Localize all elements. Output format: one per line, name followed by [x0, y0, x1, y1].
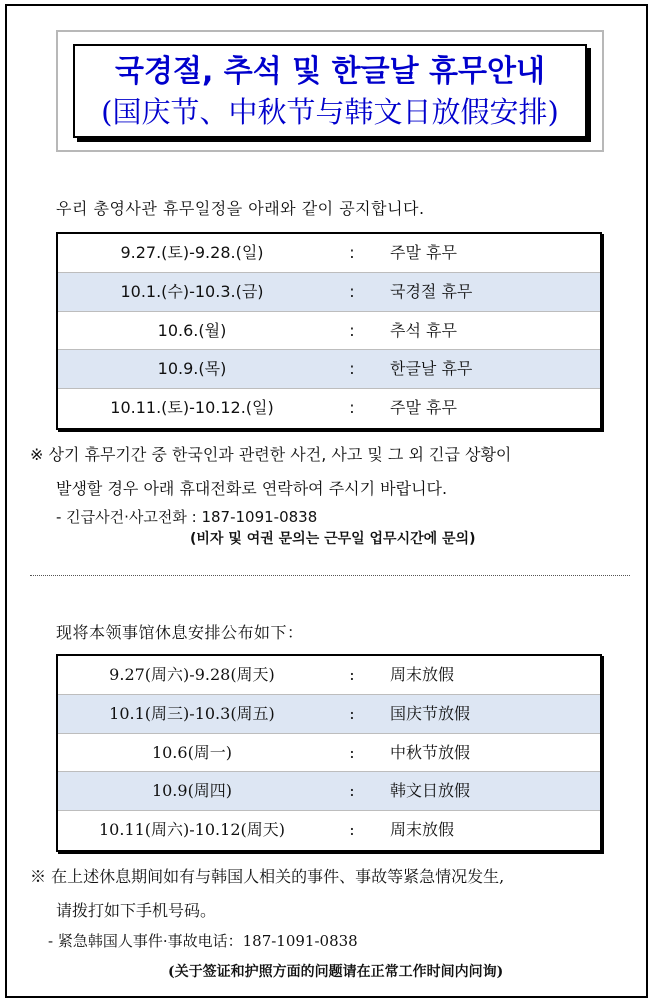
schedule-date: 10.9(周四): [151, 781, 233, 801]
chinese-intro: 现将本领事馆休息安排公布如下：: [56, 623, 304, 642]
schedule-colon: :: [349, 359, 355, 379]
chinese-note-line-1: ※ 在上述休息期间如有与韩国人相关的事件、事故等紧急情况发生,: [30, 867, 505, 886]
schedule-desc: 주말 휴무: [390, 398, 457, 418]
title-box: [56, 30, 604, 152]
table-row: [58, 350, 600, 389]
schedule-colon: :: [349, 398, 355, 418]
schedule-date: 10.11.(토)-10.12.(일): [110, 398, 274, 418]
schedule-colon: :: [349, 665, 355, 684]
table-row: [58, 811, 600, 850]
title-korean: 국경절, 추석 및 한글날 휴무안내: [115, 54, 545, 89]
schedule-desc: 周末放假: [390, 820, 455, 840]
table-row: [58, 734, 600, 773]
chinese-visa-note: (关于签证和护照方面的问题请在正常工作时间内问询): [168, 964, 504, 980]
table-row: [58, 312, 600, 351]
korean-schedule-table: [56, 232, 602, 430]
korean-visa-note: (비자 및 여권 문의는 근무일 업무시간에 문의): [190, 531, 476, 547]
schedule-colon: :: [349, 320, 355, 340]
schedule-desc: 주말 휴무: [390, 243, 457, 262]
title-inner-box: [73, 44, 587, 138]
table-row: [58, 695, 600, 734]
schedule-desc: 국경절 휴무: [390, 281, 473, 301]
schedule-date: 10.6(周一): [151, 742, 233, 762]
korean-emergency-phone: - 긴급사건·사고전화 : 187-1091-0838: [56, 508, 318, 526]
korean-intro: 우리 총영사관 휴무일정을 아래와 같이 공지합니다.: [56, 199, 425, 218]
schedule-date: 10.11(周六)-10.12(周天): [99, 820, 285, 840]
chinese-emergency-phone: - 紧急韩国人事件·事故电话：187-1091-0838: [48, 932, 358, 950]
schedule-desc: 추석 휴무: [390, 320, 457, 340]
chinese-schedule-table: [56, 654, 602, 852]
table-row: [58, 389, 600, 428]
table-row: [58, 656, 600, 695]
schedule-desc: 国庆节放假: [390, 703, 471, 723]
schedule-desc: 周末放假: [390, 665, 455, 684]
schedule-date: 10.1(周三)-10.3(周五): [109, 703, 275, 723]
schedule-date: 9.27.(토)-9.28.(일): [120, 243, 264, 262]
schedule-desc: 韩文日放假: [390, 781, 471, 801]
schedule-colon: :: [349, 820, 355, 840]
korean-note-line-2: 발생할 경우 아래 휴대전화로 연락하여 주시기 바랍니다.: [56, 479, 448, 498]
schedule-colon: :: [349, 243, 355, 262]
schedule-date: 10.1.(수)-10.3.(금): [120, 281, 264, 301]
schedule-colon: :: [349, 281, 355, 301]
schedule-date: 10.9.(목): [157, 359, 227, 379]
table-row: [58, 772, 600, 811]
title-chinese: (国庆节、中秋节与韩文日放假安排): [101, 95, 559, 129]
schedule-desc: 中秋节放假: [390, 742, 471, 762]
section-divider: [30, 575, 630, 576]
schedule-colon: :: [349, 742, 355, 762]
schedule-desc: 한글날 휴무: [390, 359, 473, 379]
korean-note-line-1: ※ 상기 휴무기간 중 한국인과 관련한 사건, 사고 및 그 외 긴급 상황이: [30, 445, 512, 464]
chinese-note-line-2: 请拨打如下手机号码。: [56, 901, 217, 920]
schedule-colon: :: [349, 781, 355, 801]
schedule-colon: :: [349, 703, 355, 723]
schedule-date: 10.6.(월): [157, 320, 227, 340]
table-row: [58, 273, 600, 312]
schedule-date: 9.27(周六)-9.28(周天): [109, 665, 275, 684]
table-row: [58, 234, 600, 273]
